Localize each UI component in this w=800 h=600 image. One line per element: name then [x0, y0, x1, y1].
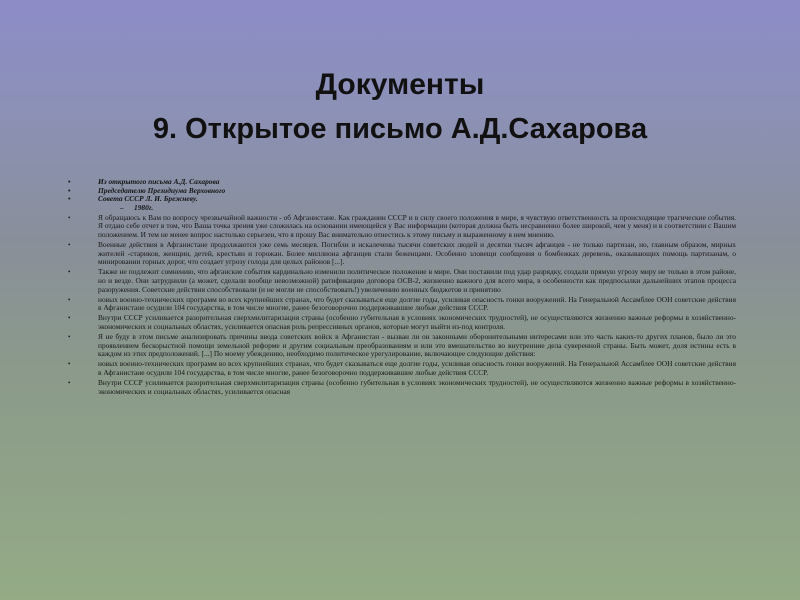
paragraph-text: Я не буду в этом письме анализировать причины ввода советских войск в Афганистан - вызван ли он законными оборонительными интересами или это часть каких-то других планов, было ли это проявлением бескорыстной помощи земельной реформе и другим социальным преобразованиям и или это вмешательство во внутренние дела суверенной страны. Быть может, доля истины есть в каждом из этих предположений. [...] По моему убеждению, необходимо политическое урегулирование, включающее следующие действия:	[98, 332, 736, 359]
slide-title: Документы	[315, 68, 485, 101]
paragraph-text: Военные действия в Афганистане продолжаются уже семь месяцев. Погибли и искалечены тысячи советских людей и десятки тысяч афганцев - не только партизан, но, главным образом, мирных жителей -стариков, женщин, детей, крестьян и горожан. Более миллиона афганцев стали беженцами. Особенно зловещи сообщения о бомбежках деревень, оказывающих помощь партизанам, о минировании горных дорог, что создает угрозу голода для целых районов [...].	[98, 240, 736, 267]
letter-paragraph	[58, 314, 736, 331]
paragraph-text: новых военно-технических программ во всех крупнейших странах, что будет сказываться еще долгие годы, усиливая опасность гонки вооружений. На Генеральной Ассамблее ООН советские действия в Афганистане осудили 104 государства, в том числе многие, ранее безоговорочно поддерживавшие любые действия СССР.	[98, 294, 736, 313]
letter-paragraph	[58, 360, 736, 377]
paragraph-text: новых военно-технических программ во всех крупнейших странах, что будет сказываться еще долгие годы, усиливая опасность гонки вооружений. На Генеральной Ассамблее ООН советские действия в Афганистане осудили 104 государства, в том числе многие, ранее безоговорочно поддерживавшие любые действия СССР.	[98, 359, 736, 377]
intro-line	[58, 195, 736, 204]
paragraph-text: Внутри СССР усиливается разорительная сверхмилитаризация страны (особенно губительная в условиях экономических трудностей), не осуществляются жизненно важные реформы в хозяйственно-экономических и социальных областях, усиливается опасная роль репрессивных органов, которые могут выйти из-под контроля.	[98, 313, 736, 331]
bullet-icon: •	[68, 295, 71, 304]
bullet-icon: •	[68, 213, 71, 222]
intro-line-text: Председателю Президиума Верховного	[98, 185, 226, 195]
bullet-icon: •	[68, 379, 71, 388]
letter-paragraph	[58, 214, 736, 240]
intro-date	[58, 204, 736, 213]
bullet-icon: •	[68, 360, 71, 369]
letter-paragraph	[58, 241, 736, 267]
intro-line-text: Из открытого письма А.Д. Сахарова	[98, 178, 220, 186]
letter-paragraph	[58, 379, 736, 396]
dash-icon: –	[120, 203, 124, 212]
letter-paragraph	[58, 333, 736, 359]
letter-paragraph	[58, 296, 736, 313]
bullet-icon: •	[68, 178, 71, 186]
intro-line-text: Совета СССР Л. И. Брежневу.	[98, 194, 198, 204]
letter-paragraph	[58, 268, 736, 294]
paragraph-text: Я обращаюсь к Вам по вопросу чрезвычайной важности - об Афганистане. Как гражданин СССР и в силу своего положения в мире, я чувствую ответственность за происходящие трагические события. Я отдаю себе отчет в том, что Ваша точка зрения уже сложилась на основании имеющейся у Вас информации (которая должна быть несравненно более широкой, чем у меня) и в соответствии с Вашим положением. И тем не менее вопрос настолько серьезен, что я прошу Вас внимательно отнестись к этому письму и выраженному в нем мнению.	[98, 212, 736, 240]
paragraph-text: Внутри СССР усиливается разорительная сверхмилитаризация страны (особенно губительная в условиях экономических трудностей), не осуществляются жизненно важные реформы в хозяйственно-экономических и социальных областях, усиливается опасная	[98, 378, 736, 396]
bullet-icon: •	[68, 314, 71, 323]
bullet-icon: •	[68, 333, 71, 342]
bullet-icon: •	[68, 186, 71, 195]
bullet-icon: •	[68, 195, 71, 204]
intro-date-text: 1980г.	[134, 202, 154, 212]
slide-subtitle: 9. Открытое письмо А.Д.Сахарова	[152, 113, 648, 145]
bullet-icon: •	[68, 241, 71, 250]
bullet-icon: •	[68, 268, 71, 277]
paragraph-text: Также не подлежит сомнению, что афганские события кардинально изменили политическое положение в мире. Они поставили под удар разрядку, создали прямую угрозу миру не только в этом районе, но и везде. Они затруднили (а может, сделали вообще невозможной) ратификацию договора ОСВ-2, жизненно важного для всего мира, в особенности как предпосылки дальнейших этапов процесса разоружения. Советские действия способствовали (и не могли не способствовать!) увеличению военных бюджетов и принятию	[98, 267, 736, 294]
letter-body	[58, 178, 736, 598]
